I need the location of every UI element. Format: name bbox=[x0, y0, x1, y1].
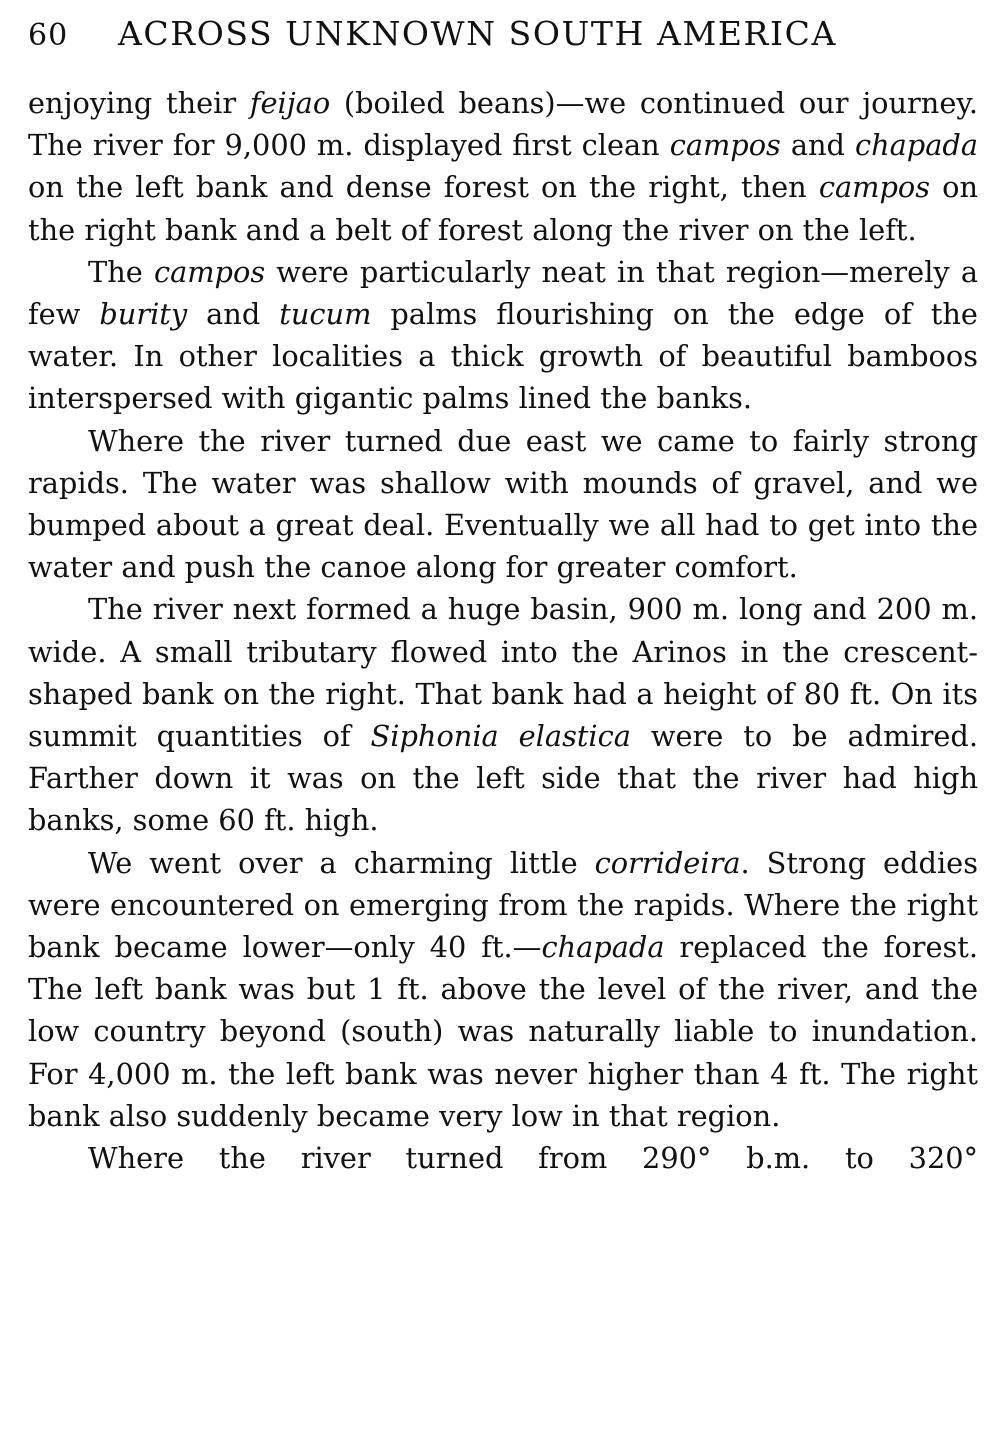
text-run: on the left bank and dense forest on the right, then bbox=[28, 170, 819, 205]
text-run: Where the river turned due east we came to fairly strong rapids. The water was shallow with mounds of gravel, and we bumped about a great deal. Eventually we all had to get into the water and push the canoe along for greater comfort. bbox=[28, 423, 978, 585]
italic-term: corrideira bbox=[594, 845, 741, 880]
page-number: 60 bbox=[28, 18, 69, 53]
italic-term: campos bbox=[153, 254, 266, 289]
italic-term: campos bbox=[818, 170, 930, 205]
italic-term: burity bbox=[99, 297, 188, 332]
text-run: and bbox=[187, 297, 280, 332]
italic-term: chapada bbox=[854, 128, 978, 163]
text-run: (boiled beans)—we continued our journey. The river for 9,000 m. displayed first clean bbox=[28, 86, 978, 163]
paragraph bbox=[28, 842, 978, 1137]
text-run: The bbox=[88, 254, 154, 289]
italic-term: chapada bbox=[541, 930, 665, 965]
running-head bbox=[28, 14, 978, 60]
text-run: replaced the forest. The left bank was but 1 ft. above the level of the river, and the low country beyond (south) was naturally liable to inundation. For 4,000 m. the left bank was never higher than 4 ft. The right bank also suddenly became very low in that region. bbox=[28, 930, 978, 1133]
text-run: were particularly neat in that region—merely a few bbox=[28, 254, 978, 332]
italic-term: Siphonia elastica bbox=[370, 719, 631, 754]
running-title: ACROSS UNKNOWN SOUTH AMERICA bbox=[118, 14, 837, 53]
text-run: and bbox=[780, 128, 855, 163]
italic-term: feijao bbox=[249, 86, 331, 120]
text-run: We went over a charming little bbox=[88, 845, 595, 880]
paragraph bbox=[28, 1137, 978, 1179]
body-text bbox=[28, 82, 978, 1179]
text-run: palms flourishing on the edge of the water. In other localities a thick growth of beautiful bamboos interspersed with gigantic palms lined the banks. bbox=[28, 297, 978, 416]
paragraph bbox=[28, 82, 978, 251]
text-run: on the right bank and a belt of forest along the river on the left. bbox=[28, 170, 978, 247]
text-run: The river next formed a huge basin, 900 m. long and 200 m. wide. A small tributary flowed into the Arinos in the crescent-shaped bank on the right. That bank had a height of 80 ft. On its summit quantities of bbox=[28, 592, 978, 754]
book-page bbox=[28, 14, 978, 1179]
text-run: . Strong eddies were encountered on emerging from the rapids. Where the right bank became lower—only 40 ft.— bbox=[28, 845, 978, 965]
text-run: were to be admired. Farther down it was on the left side that the river had high banks, some 60 ft. high. bbox=[28, 719, 978, 838]
paragraph bbox=[28, 420, 978, 589]
paragraph bbox=[28, 251, 978, 420]
text-run: enjoying their bbox=[28, 86, 250, 120]
text-run: Where the river turned from 290° b.m. to 320° bbox=[88, 1141, 978, 1176]
italic-term: campos bbox=[669, 128, 781, 163]
italic-term: tucum bbox=[279, 297, 372, 332]
paragraph bbox=[28, 588, 978, 841]
